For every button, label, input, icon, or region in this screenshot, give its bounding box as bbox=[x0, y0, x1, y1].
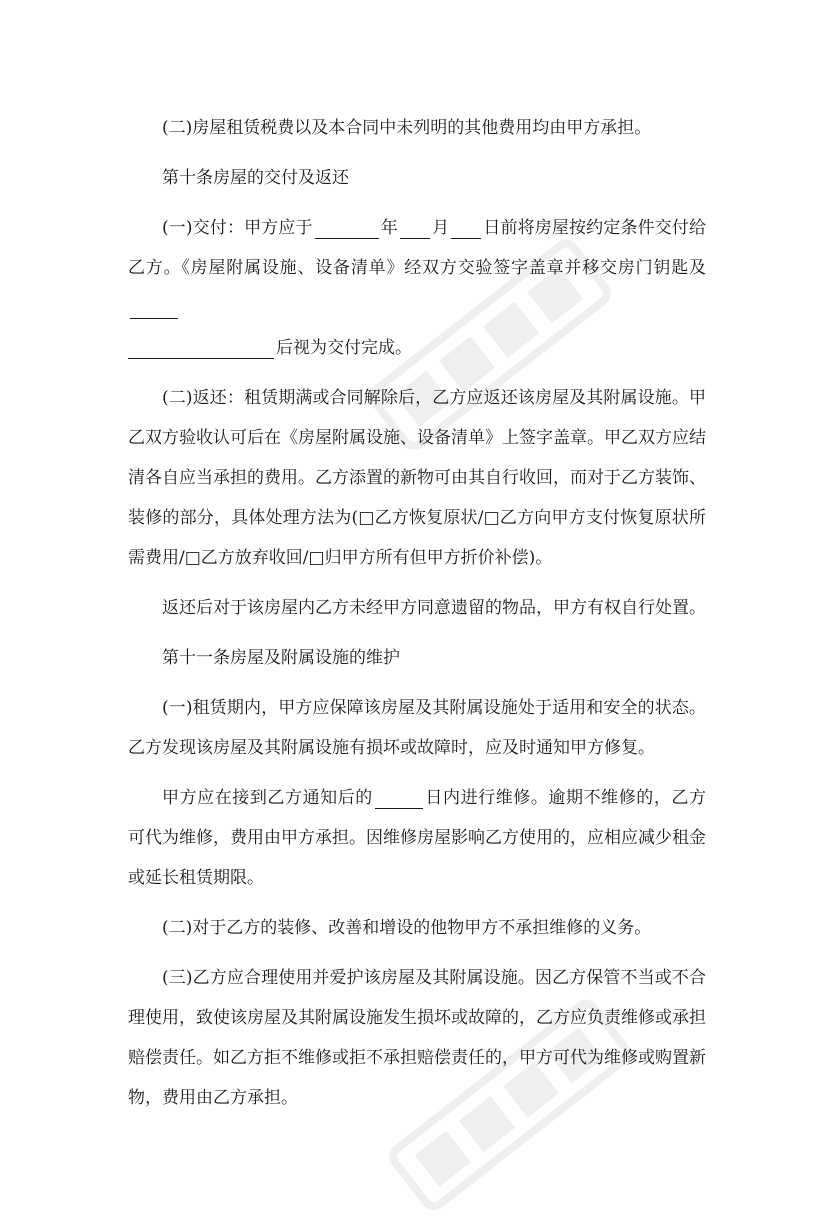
paragraph-repair-deadline bbox=[128, 778, 706, 898]
delivery-text-year: 年 bbox=[380, 218, 398, 238]
repair-text-intro: 甲方应在接到乙方通知后的 bbox=[162, 788, 373, 808]
paragraph-return: (二)返还：租赁期满或合同解除后，乙方应返还该房屋及其附属设施。甲乙双方验收认可后在《房屋附属设施、设备清单》上签字盖章。甲乙双方应结清各自应当承担的费用。乙方添置的新物可由其自行收回，而对于乙方装饰、装修的部分，具体处理方法为(□乙方恢复原状/□乙方向甲方支付恢复原状所需费用/□乙方放弃收回/□归甲方所有但甲方折价补偿)。 bbox=[128, 388, 706, 568]
paragraph-leftover-items: 返还后对于该房屋内乙方未经甲方同意遗留的物品，甲方有权自行处置。 bbox=[162, 598, 706, 618]
keys-blank-field[interactable] bbox=[130, 296, 178, 319]
section-heading-article-11: 第十一条房屋及附属设施的维护 bbox=[162, 648, 400, 668]
month-blank-field[interactable] bbox=[400, 216, 430, 239]
days-blank-field[interactable] bbox=[375, 786, 423, 809]
section-heading-article-10: 第十条房屋的交付及返还 bbox=[162, 168, 349, 188]
repair-text-body: 日内进行维修。逾期不维修的，乙方可代为维修，费用由甲方承担。因维修房屋影响乙方使用的，应相应减少租金或延长租赁期限。 bbox=[128, 788, 707, 888]
day-blank-field[interactable] bbox=[451, 216, 481, 239]
delivery-text-body: 日前将房屋按约定条件交付给乙方。《房屋附属设施、设备清单》经双方交验签字盖章并移交房门钥匙及 bbox=[128, 218, 707, 278]
year-blank-field[interactable] bbox=[315, 216, 379, 239]
delivery-text-end: 后视为交付完成。 bbox=[276, 338, 412, 358]
delivery-text-intro: (一)交付：甲方应于 bbox=[162, 218, 313, 238]
paragraph-lessee-care: (三)乙方应合理使用并爱护该房屋及其附属设施。因乙方保管不当或不合理使用，致使该房屋及其附属设施发生损坏或故障的，乙方应负责维修或承担赔偿责任。如乙方拒不维修或拒不承担赔偿责任的，甲方可代为维修或购置新物，费用由乙方承担。 bbox=[128, 968, 706, 1108]
keys-blank-field-continued[interactable] bbox=[128, 336, 274, 359]
paragraph-maintenance-lessor: (一)租赁期内，甲方应保障该房屋及其附属设施处于适用和安全的状态。乙方发现该房屋及其附属设施有损坏或故障时，应及时通知甲方修复。 bbox=[128, 698, 706, 758]
paragraph-tax-fees: (二)房屋租赁税费以及本合同中未列明的其他费用均由甲方承担。 bbox=[162, 118, 652, 138]
delivery-text-month: 月 bbox=[431, 218, 450, 238]
paragraph-delivery bbox=[128, 208, 706, 368]
document-body bbox=[128, 108, 706, 1128]
paragraph-lessee-improvements: (二)对于乙方的装修、改善和增设的他物甲方不承担维修的义务。 bbox=[162, 918, 652, 938]
